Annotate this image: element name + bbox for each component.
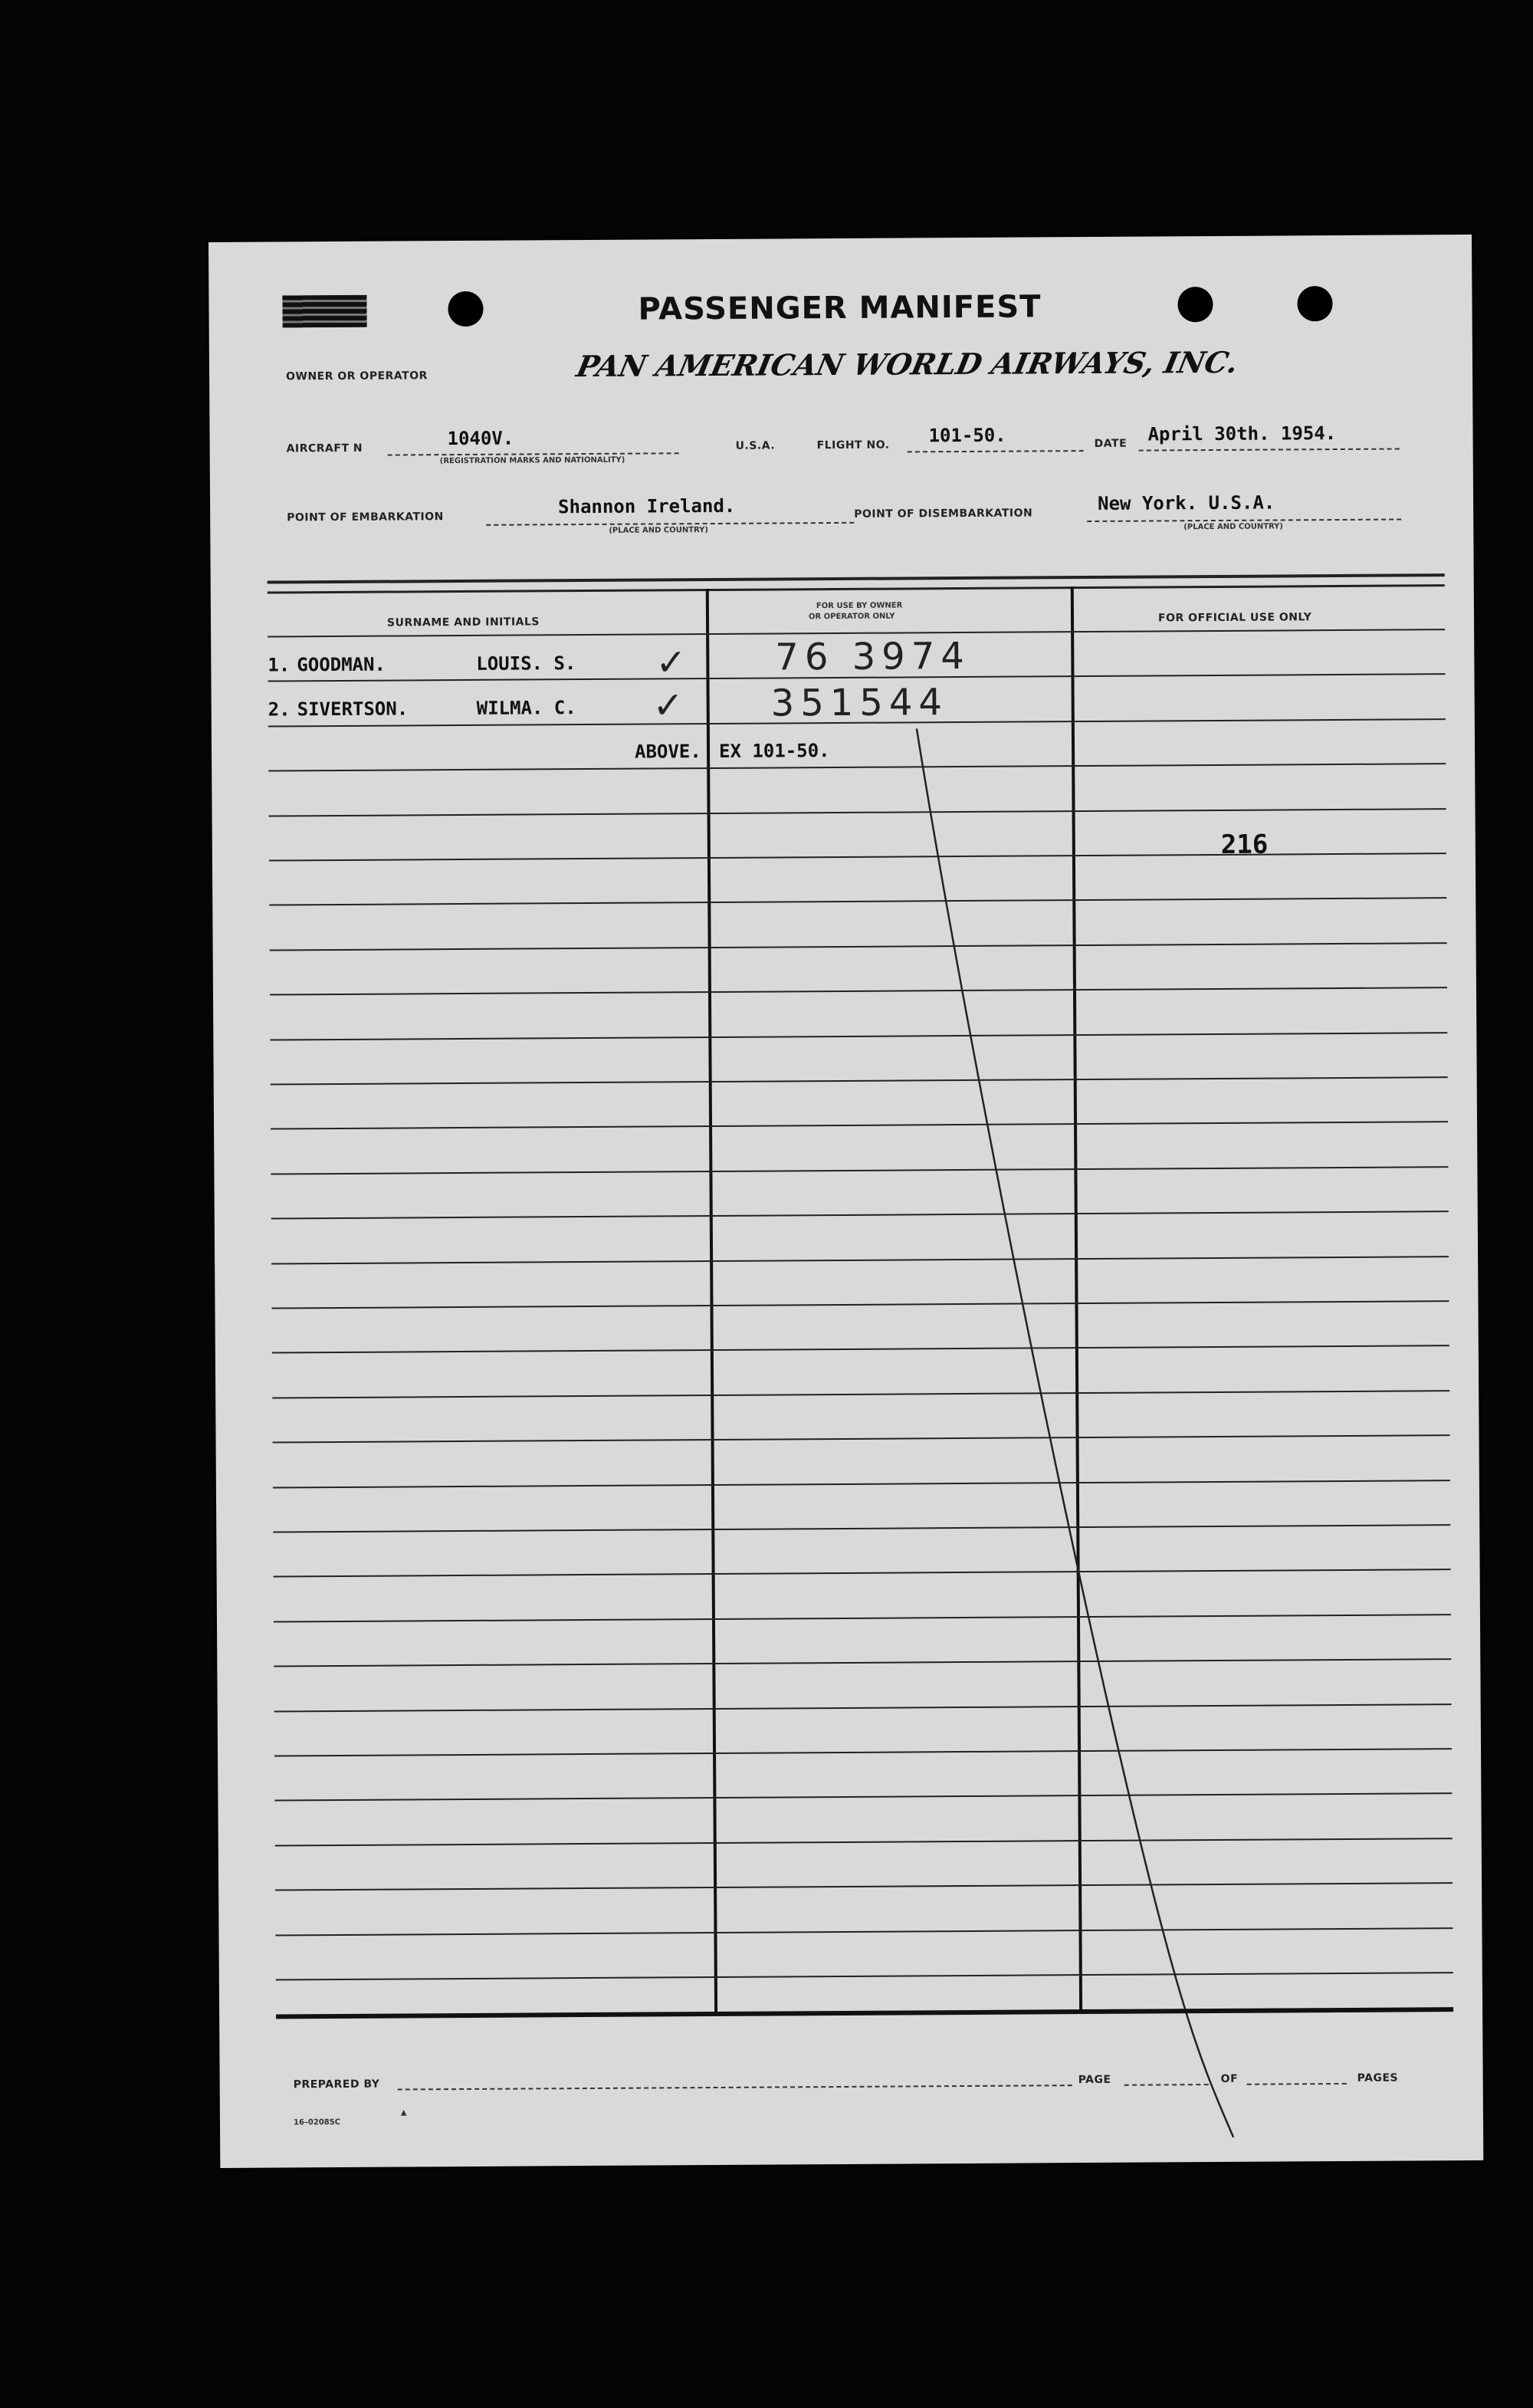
aircraft-value: 1040V. [447,427,514,450]
owner-label: OWNER OR OPERATOR [286,370,428,383]
official-number: 216 [1220,829,1269,860]
pencil-stroke [208,235,1483,2168]
above-value: EX 101-50. [718,740,830,762]
pages-label: PAGES [1357,2071,1399,2084]
above-label: ABOVE. [634,741,701,763]
disembark-value: New York. U.S.A. [1098,491,1275,514]
check-mark: ✓ [652,684,691,728]
row-number: 1. [268,654,291,676]
of-label: OF [1220,2072,1239,2085]
col-owner-header-line1: FOR USE BY OWNER [816,601,903,611]
usa-label: U.S.A. [735,439,776,452]
page-title: PASSENGER MANIFEST [638,289,1042,327]
page-label: PAGE [1078,2073,1111,2087]
passenger-surname: GOODMAN. [297,653,386,676]
handwritten-number: 76 3974 [775,634,970,679]
form-number: 16–02085C [293,2117,341,2127]
row-number: 2. [268,698,291,721]
flight-label: FLIGHT NO. [816,439,890,452]
col-owner-header-line2: OR OPERATOR ONLY [808,612,895,622]
col-surname-header: SURNAME AND INITIALS [386,616,540,629]
embark-label: POINT OF EMBARKATION [287,511,444,524]
aircraft-label: AIRCRAFT N [286,442,363,455]
flight-value: 101-50. [928,424,1006,447]
check-mark: ✓ [655,641,693,685]
handwritten-number: 351544 [770,681,949,725]
date-value: April 30th. 1954. [1147,422,1337,445]
embark-value: Shannon Ireland. [558,494,736,518]
disembark-sublabel: (PLACE AND COUNTRY) [1183,522,1283,532]
col-official-header: FOR OFFICIAL USE ONLY [1157,611,1312,625]
printer-mark: ▲ [400,2108,407,2117]
prepared-by-label: PREPARED BY [293,2078,380,2091]
aircraft-sublabel: (REGISTRATION MARKS AND NATIONALITY) [439,455,625,466]
embark-sublabel: (PLACE AND COUNTRY) [609,526,709,535]
manifest-paper [208,235,1483,2168]
passenger-initials: LOUIS. S. [476,652,576,675]
passenger-initials: WILMA. C. [476,697,576,719]
owner-value: PAN AMERICAN WORLD AIRWAYS, INC. [573,344,1242,384]
disembark-label: POINT OF DISEMBARKATION [854,507,1033,521]
passenger-surname: SIVERTSON. [297,698,409,721]
date-label: DATE [1094,437,1128,450]
